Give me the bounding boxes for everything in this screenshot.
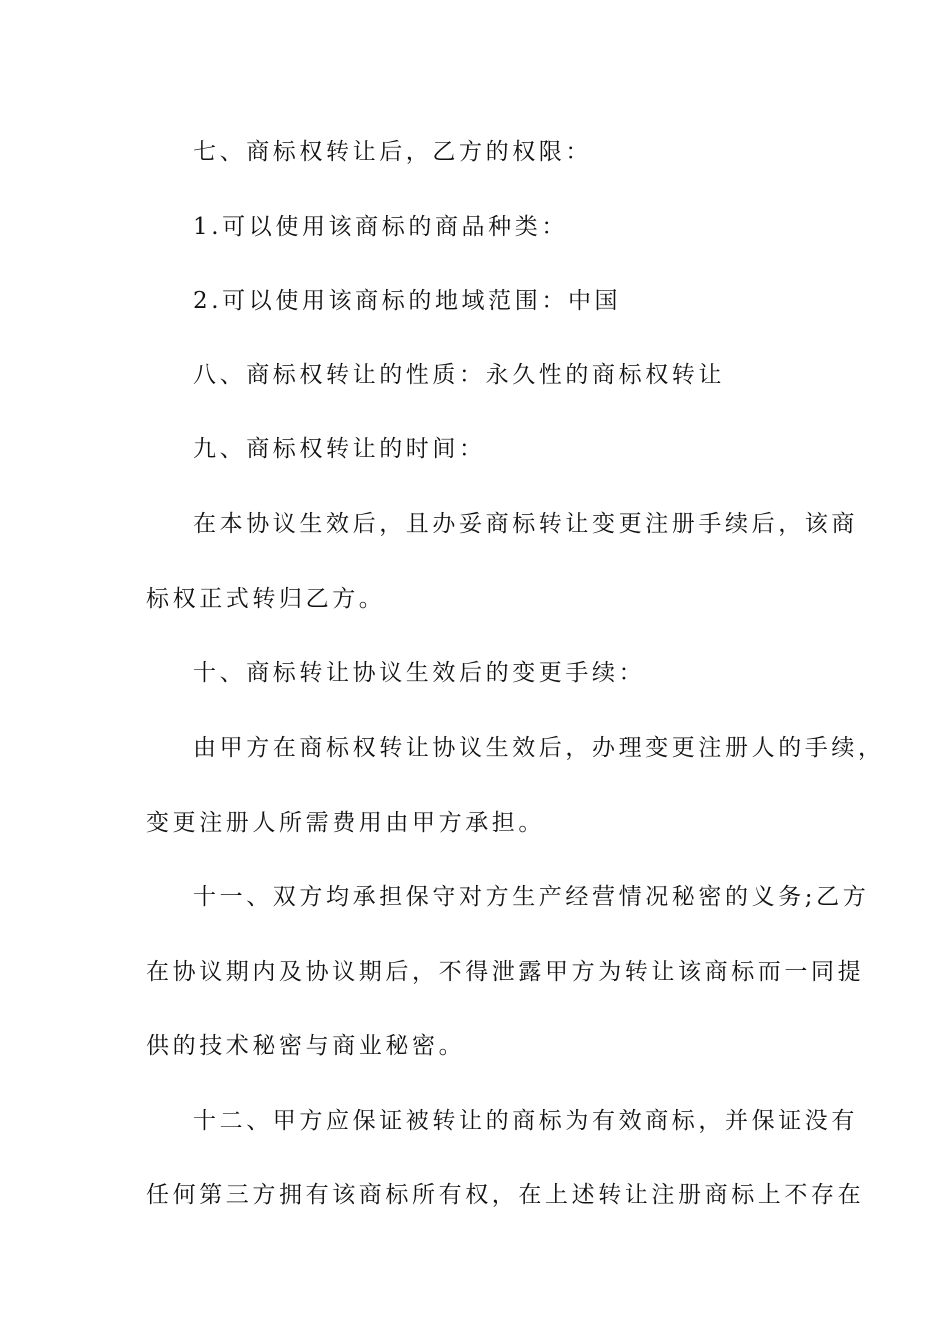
- clause-11-line-1: 十一、双方均承担保守对方生产经营情况秘密的义务;乙方: [193, 884, 870, 910]
- clause-9-paragraph-line-2: 标权正式转归乙方。: [146, 586, 386, 612]
- clause-7-item-2: 2.可以使用该商标的地域范围：中国: [193, 288, 622, 314]
- clause-11-line-2: 在协议期内及协议期后，不得泄露甲方为转让该商标而一同提: [146, 959, 865, 985]
- clause-10-paragraph-line-1: 由甲方在商标权转让协议生效后，办理变更注册人的手续，: [193, 735, 885, 761]
- clause-7-heading: 七、商标权转让后，乙方的权限：: [193, 139, 592, 165]
- clause-9-heading: 九、商标权转让的时间：: [193, 436, 486, 462]
- clause-7-item-1: 1.可以使用该商标的商品种类：: [193, 214, 568, 240]
- clause-12-line-1: 十二、甲方应保证被转让的商标为有效商标，并保证没有: [193, 1108, 858, 1134]
- clause-11-line-3: 供的技术秘密与商业秘密。: [146, 1033, 466, 1059]
- clause-9-paragraph-line-1: 在本协议生效后，且办妥商标转让变更注册手续后，该商: [193, 511, 858, 537]
- clause-10-paragraph-line-2: 变更注册人所需费用由甲方承担。: [146, 810, 545, 836]
- clause-10-heading: 十、商标转让协议生效后的变更手续：: [193, 660, 646, 686]
- clause-8-heading: 八、商标权转让的性质：永久性的商标权转让: [193, 362, 725, 388]
- clause-12-line-2: 任何第三方拥有该商标所有权，在上述转让注册商标上不存在: [146, 1182, 865, 1208]
